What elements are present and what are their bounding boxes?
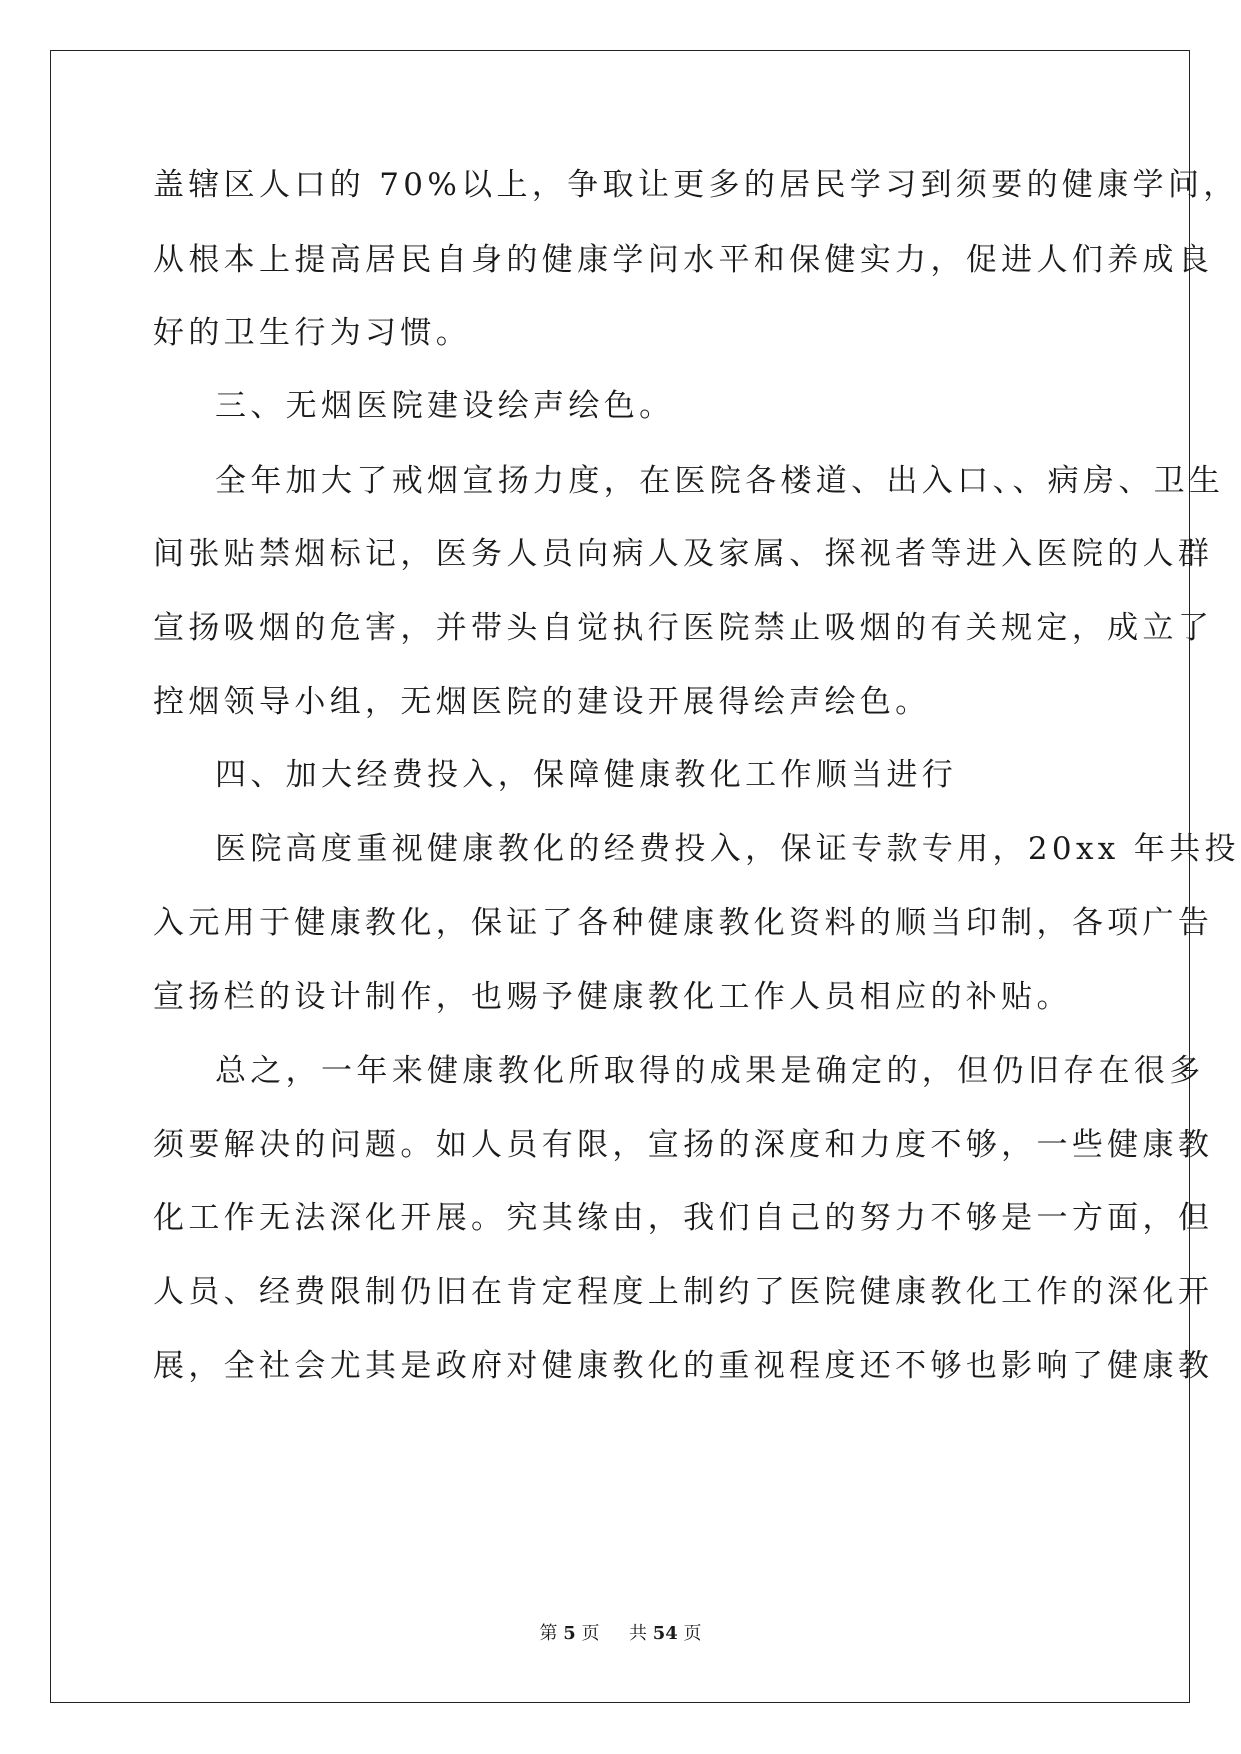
text-line: 间张贴禁烟标记，医务人员向病人及家属、探视者等进入医院的人群 <box>153 536 1214 572</box>
text-line: 医院高度重视健康教化的经费投入，保证专款专用，20xx 年共投 <box>215 831 1240 867</box>
text-line: 宣扬吸烟的危害，并带头自觉执行医院禁止吸烟的有关规定，成立了 <box>153 610 1214 646</box>
page-prefix: 第 <box>539 1623 558 1644</box>
page-number: 5 <box>563 1623 576 1644</box>
text-line: 化工作无法深化开展。究其缘由，我们自己的努力不够是一方面，但 <box>153 1200 1214 1236</box>
page-suffix: 页 <box>581 1623 600 1644</box>
section-heading: 三、无烟医院建设绘声绘色。 <box>215 388 675 424</box>
text-line: 宣扬栏的设计制作，也赐予健康教化工作人员相应的补贴。 <box>153 979 1072 1015</box>
text-line: 控烟领导小组，无烟医院的建设开展得绘声绘色。 <box>153 684 931 720</box>
section-heading: 四、加大经费投入，保障健康教化工作顺当进行 <box>215 757 958 793</box>
text-line: 须要解决的问题。如人员有限，宣扬的深度和力度不够，一些健康教 <box>153 1127 1214 1163</box>
text-line: 盖辖区人口的 70%以上，争取让更多的居民学习到须要的健康学问， <box>153 167 1239 203</box>
total-pages: 54 <box>652 1623 678 1644</box>
text-line: 入元用于健康教化，保证了各种健康教化资料的顺当印制，各项广告 <box>153 905 1214 941</box>
text-line: 人员、经费限制仍旧在肯定程度上制约了医院健康教化工作的深化开 <box>153 1274 1214 1310</box>
page-footer <box>0 1622 1241 1646</box>
total-suffix: 页 <box>683 1623 702 1644</box>
text-line: 总之，一年来健康教化所取得的成果是确定的，但仍旧存在很多 <box>215 1053 1205 1089</box>
text-line: 从根本上提高居民自身的健康学问水平和保健实力，促进人们养成良 <box>153 242 1214 278</box>
text-line: 好的卫生行为习惯。 <box>153 315 472 351</box>
text-line: 展，全社会尤其是政府对健康教化的重视程度还不够也影响了健康教 <box>153 1348 1214 1384</box>
total-prefix: 共 <box>628 1623 647 1644</box>
text-line: 全年加大了戒烟宣扬力度，在医院各楼道、出入口、、病房、卫生 <box>215 463 1225 499</box>
